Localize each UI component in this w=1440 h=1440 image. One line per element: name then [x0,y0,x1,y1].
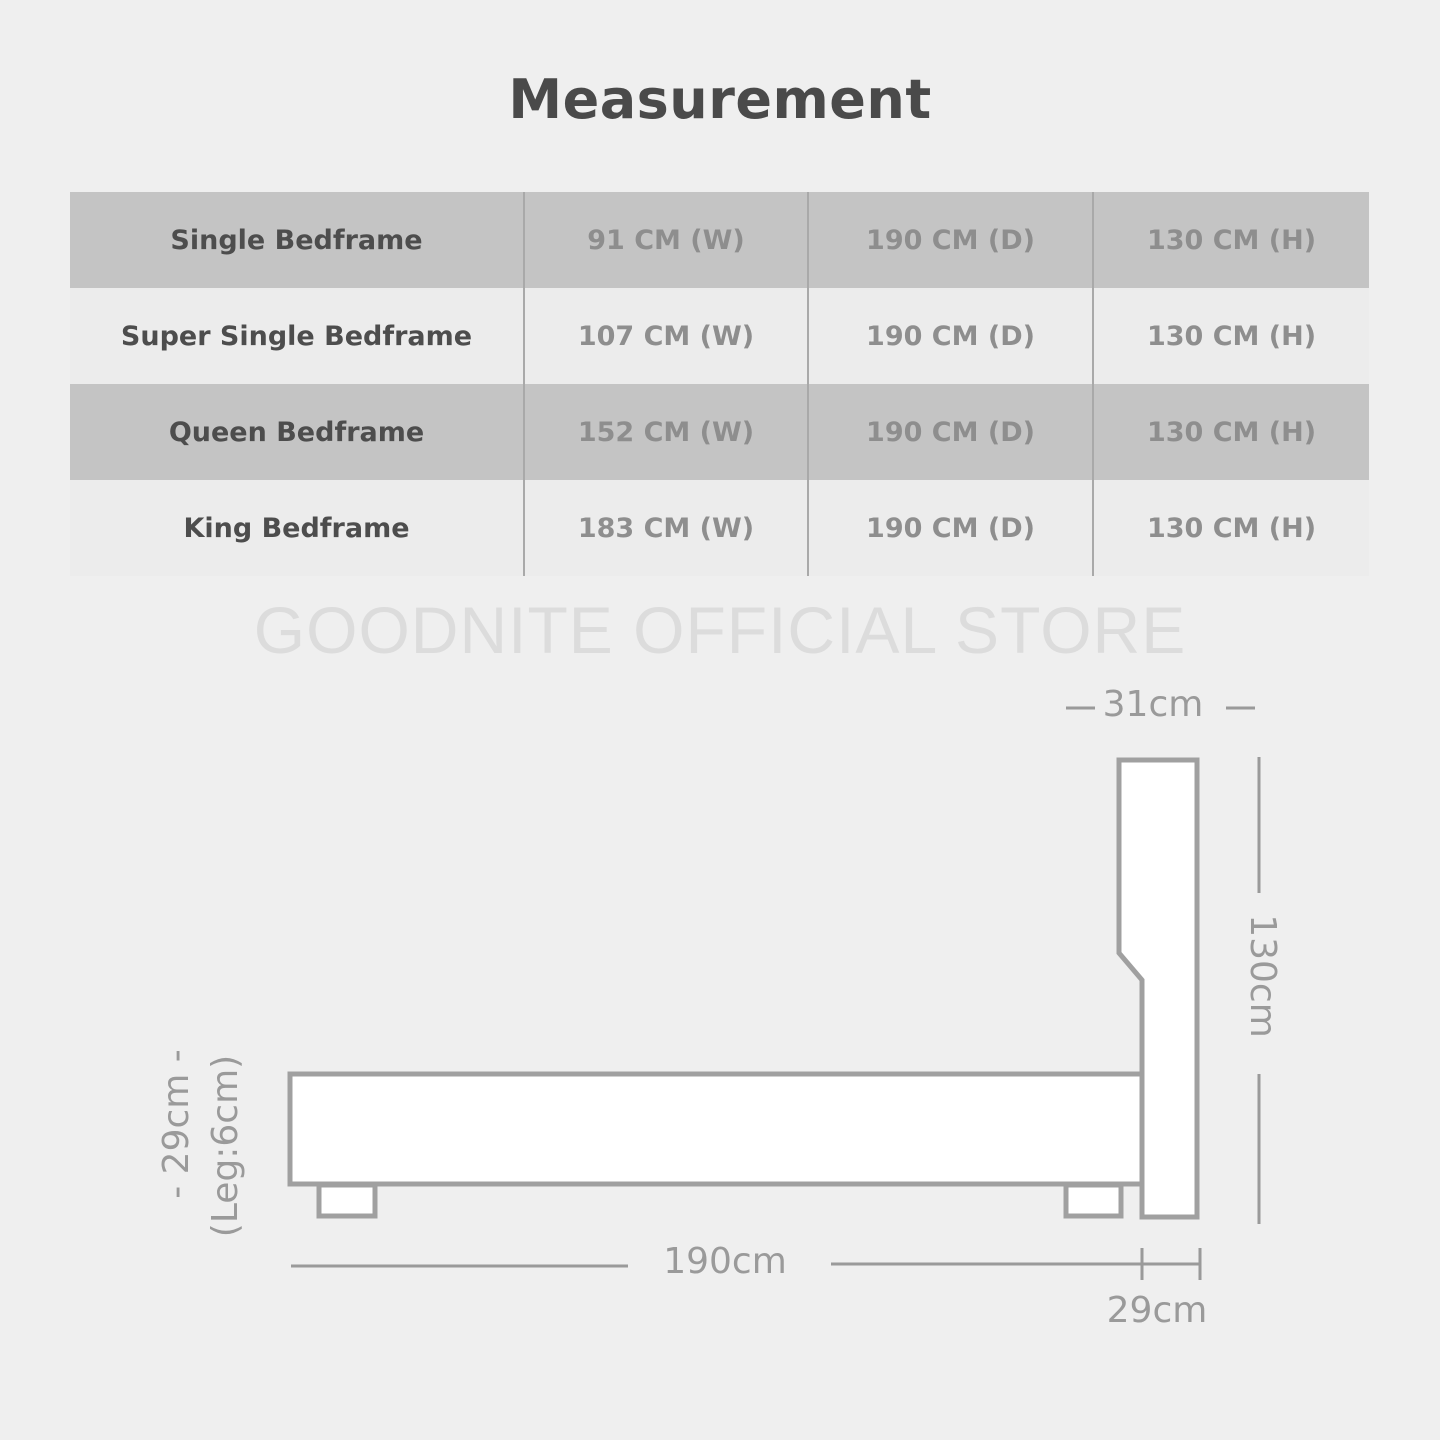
height-value: 130 CM (H) [1093,480,1369,576]
depth-value: 190 CM (D) [808,192,1093,288]
depth-value: 190 CM (D) [808,288,1093,384]
height-value: 130 CM (H) [1093,192,1369,288]
bed-name: Single Bedframe [70,192,524,288]
bed-name: Super Single Bedframe [70,288,524,384]
base-height-label: - 29cm - [156,1049,197,1199]
depth-value: 190 CM (D) [808,480,1093,576]
bed-length-label: 190cm [663,1241,787,1282]
leg-height-label: (Leg:6cm) [205,1054,246,1238]
headboard-base-label: 29cm [1106,1290,1208,1331]
width-value: 91 CM (W) [524,192,808,288]
depth-value: 190 CM (D) [808,384,1093,480]
width-value: 183 CM (W) [524,480,808,576]
bed-name: King Bedframe [70,480,524,576]
bed-leg-right [1066,1185,1121,1216]
width-value: 152 CM (W) [524,384,808,480]
bed-leg-left [319,1185,375,1216]
headboard-depth-label: 31cm [1102,684,1204,725]
width-value: 107 CM (W) [524,288,808,384]
page-title: Measurement [508,68,932,131]
bed-base-outline [290,1074,1142,1184]
bed-name: Queen Bedframe [70,384,524,480]
height-value: 130 CM (H) [1093,288,1369,384]
headboard-height-label: 130cm [1242,914,1283,1038]
height-value: 130 CM (H) [1093,384,1369,480]
store-watermark: GOODNITE OFFICIAL STORE [253,593,1187,667]
